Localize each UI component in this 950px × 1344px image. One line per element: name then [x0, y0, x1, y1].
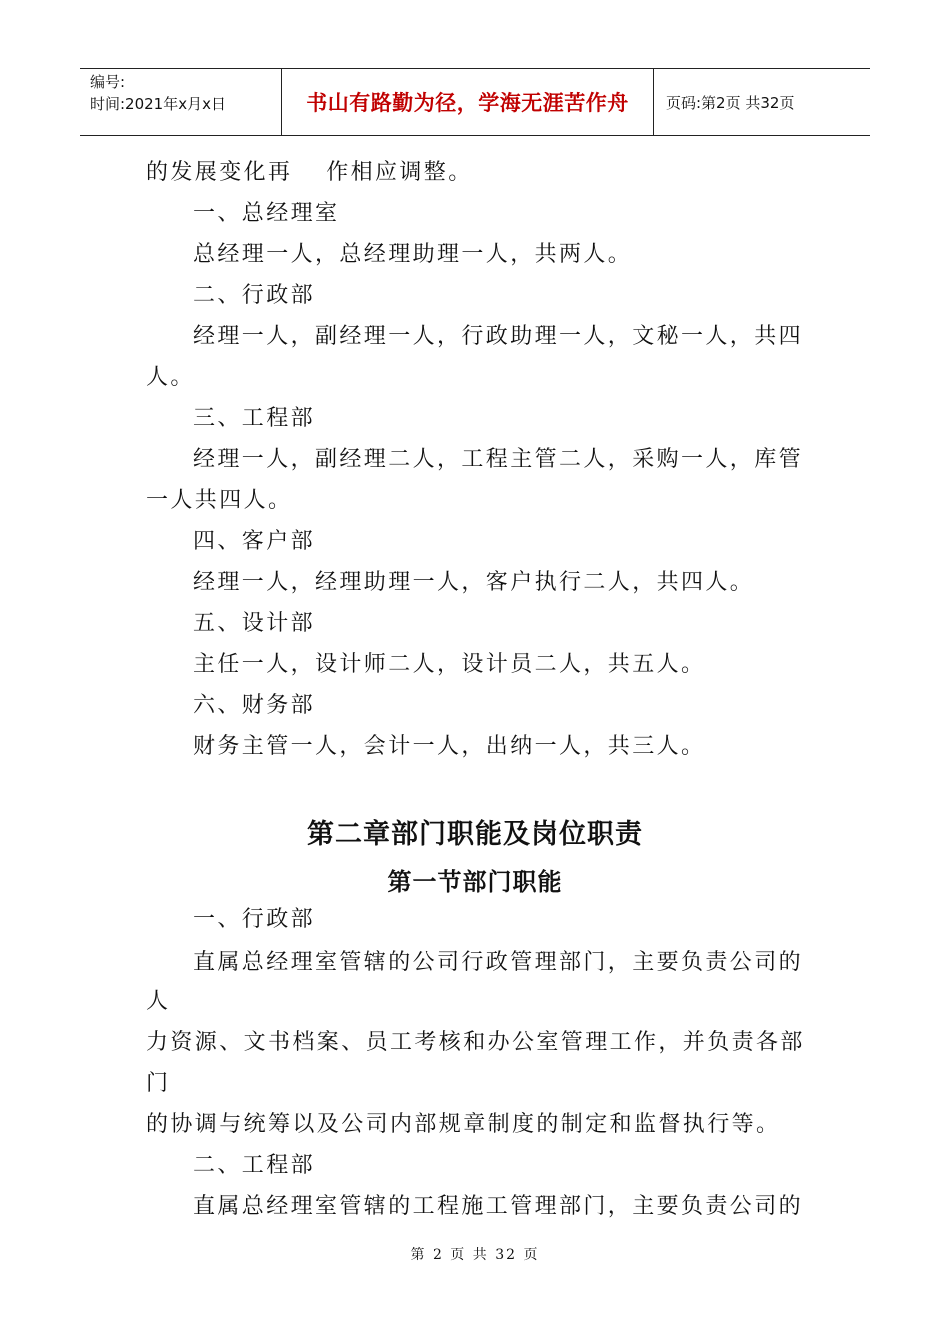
body-line: 一、总经理室 — [193, 201, 340, 226]
page-footer: 第 2 页 共 32 页 — [410, 1247, 540, 1263]
body-line: 门 — [146, 1071, 171, 1096]
doc-number-label: 编号: — [90, 73, 126, 91]
header-page-label: 页码:第2页 共32页 — [666, 93, 795, 112]
body-line: 主任一人，设计师二人，设计员二人，共五人。 — [193, 652, 706, 677]
body-line: 直属总经理室管辖的公司行政管理部门，主要负责公司的 — [193, 950, 804, 975]
section-title: 第一节部门职能 — [387, 868, 563, 896]
body-line: 一、行政部 — [193, 907, 316, 932]
body-line: 力资源、文书档案、员工考核和办公室管理工作，并负责各部 — [146, 1030, 805, 1055]
header-motto: 书山有路勤为径，学海无涯苦作舟 — [282, 69, 654, 135]
header-meta — [80, 69, 282, 135]
body-line: 二、行政部 — [193, 283, 316, 308]
doc-time-label: 时间:2021年x月x日 — [90, 95, 226, 113]
body-line: 直属总经理室管辖的工程施工管理部门，主要负责公司的 — [193, 1194, 804, 1219]
body-line: 二、工程部 — [193, 1153, 316, 1178]
body-line: 五、设计部 — [193, 611, 316, 636]
body-line: 财务主管一人，会计一人，出纳一人，共三人。 — [193, 734, 706, 759]
body-line: 六、财务部 — [193, 693, 316, 718]
document-header — [80, 68, 870, 136]
body-line: 三、工程部 — [193, 406, 316, 431]
body-line: 经理一人，副经理一人，行政助理一人，文秘一人，共四 — [193, 324, 804, 349]
body-line: 经理一人，副经理二人，工程主管二人，采购一人，库管 — [193, 447, 804, 472]
body-line: 的协调与统筹以及公司内部规章制度的制定和监督执行等。 — [146, 1112, 781, 1137]
chapter-title: 第二章部门职能及岗位职责 — [307, 819, 643, 850]
body-line: 人 — [146, 989, 171, 1014]
body-line: 总经理一人，总经理助理一人，共两人。 — [193, 242, 633, 267]
body-line: 一人共四人。 — [146, 488, 293, 513]
body-line: 四、客户部 — [193, 529, 316, 554]
body-line: 的发展变化再 作相应调整。 — [146, 160, 473, 185]
body-line: 人。 — [146, 365, 195, 390]
body-line: 经理一人，经理助理一人，客户执行二人，共四人。 — [193, 570, 755, 595]
